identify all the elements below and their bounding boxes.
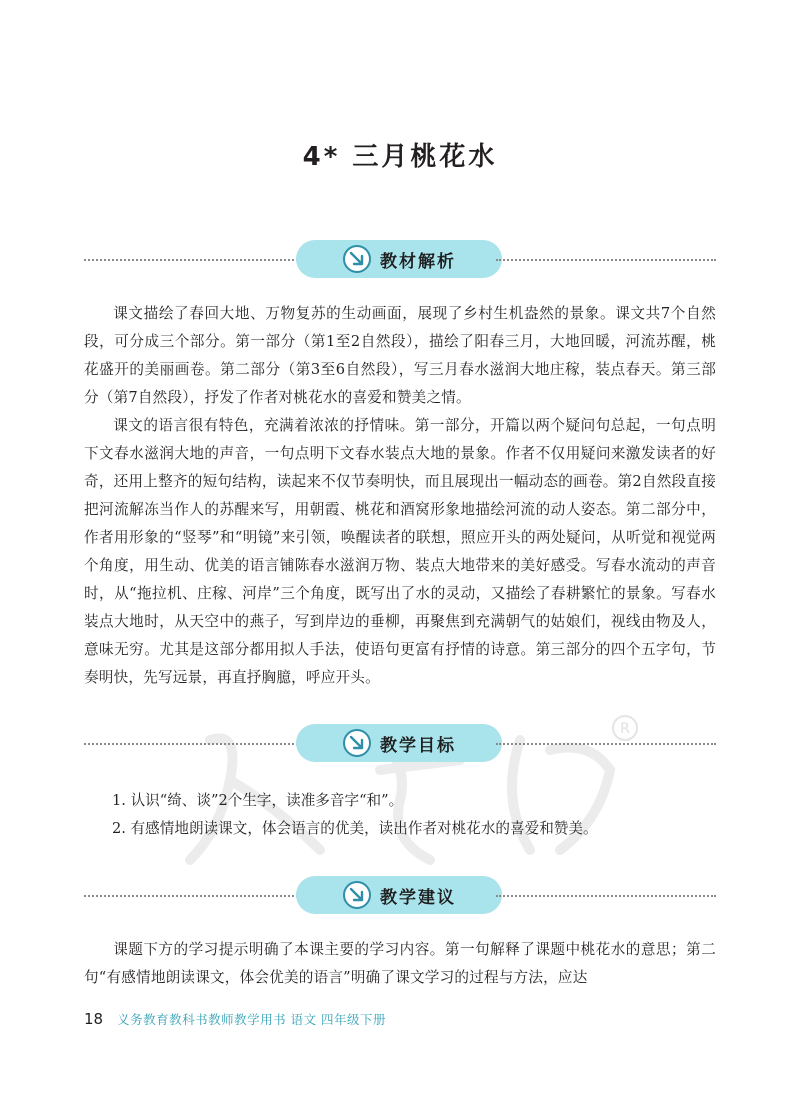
goal-item: 2. 有感情地朗读课文，体会语言的优美，读出作者对桃花水的喜爱和赞美。 — [112, 820, 598, 837]
svg-text:R: R — [620, 721, 630, 737]
lesson-title: 4* 三月桃花水 — [302, 142, 498, 172]
suggestions-paragraph: 课题下方的学习提示明确了本课主要的学习内容。第一句解释了课题中桃花水的意思；第二句“有感情地朗读课文，体会优美的语言”明确了课文学习的过程与方法，应达 — [84, 941, 716, 986]
arrow-down-right-icon — [342, 244, 372, 274]
section-header-goals — [84, 722, 716, 766]
section-title: 教材解析 — [380, 251, 456, 272]
section-pill — [296, 876, 502, 914]
analysis-paragraph: 课文描绘了春回大地、万物复苏的生动画面，展现了乡村生机盎然的景象。课文共7个自然段，可分成三个部分。第一部分（第1至2自然段），描绘了阳春三月，大地回暖，河流苏醒，桃花盛开的美丽画卷。第二部分（第3至6自然段），写三月春水滋润大地庄稼，装点春天。第三部分（第7自然段），抒发了作者对桃花水的喜爱和赞美之情。 — [84, 305, 716, 406]
dotted-divider — [496, 895, 716, 897]
arrow-down-right-icon — [342, 880, 372, 910]
arrow-down-right-icon — [342, 728, 372, 758]
dotted-divider — [496, 259, 716, 261]
section-pill — [296, 240, 502, 278]
page-number: 18 — [84, 1010, 104, 1028]
dotted-divider — [496, 743, 716, 745]
book-title: 义务教育教科书教师教学用书 语文 四年级下册 — [117, 1012, 387, 1027]
dotted-divider — [84, 259, 302, 261]
section-pill — [296, 724, 502, 762]
dotted-divider — [84, 895, 302, 897]
page-footer — [84, 1010, 386, 1034]
analysis-paragraph: 课文的语言很有特色，充满着浓浓的抒情味。第一部分，开篇以两个疑问句总起，一句点明下文春水滋润大地的声音，一句点明下文春水装点大地的景象。作者不仅用疑问来激发读者的好奇，还用上整齐的短句结构，读起来不仅节奏明快，而且展现出一幅动态的画卷。第2自然段直接把河流解冻当作人的苏醒来写，用朝霞、桃花和酒窝形象地描绘河流的动人姿态。第二部分中，作者用形象的“竖琴”和“明镜”来引领，唤醒读者的联想，照应开头的两处疑问，从听觉和视觉两个角度，用生动、优美的语言铺陈春水滋润万物、装点大地带来的美好感受。写春水流动的声音时，从“拖拉机、庄稼、河岸”三个角度，既写出了水的灵动，又描绘了春耕繁忙的景象。写春水装点大地时，从天空中的燕子，写到岸边的垂柳，再聚焦到充满朝气的姑娘们，视线由物及人，意味无穷。尤其是这部分都用拟人手法，使语句更富有抒情的诗意。第三部分的四个五字句，节奏明快，先写远景，再直抒胸臆，呼应开头。 — [84, 417, 716, 686]
goals-list — [112, 787, 716, 843]
section-title: 教学目标 — [380, 735, 456, 756]
section-title: 教学建议 — [380, 887, 456, 908]
section-header-suggestions — [84, 874, 716, 918]
section-header-analysis — [84, 238, 716, 282]
goal-item: 1. 认识“绮、谈”2个生字，读准多音字“和”。 — [112, 792, 404, 809]
dotted-divider — [84, 743, 302, 745]
